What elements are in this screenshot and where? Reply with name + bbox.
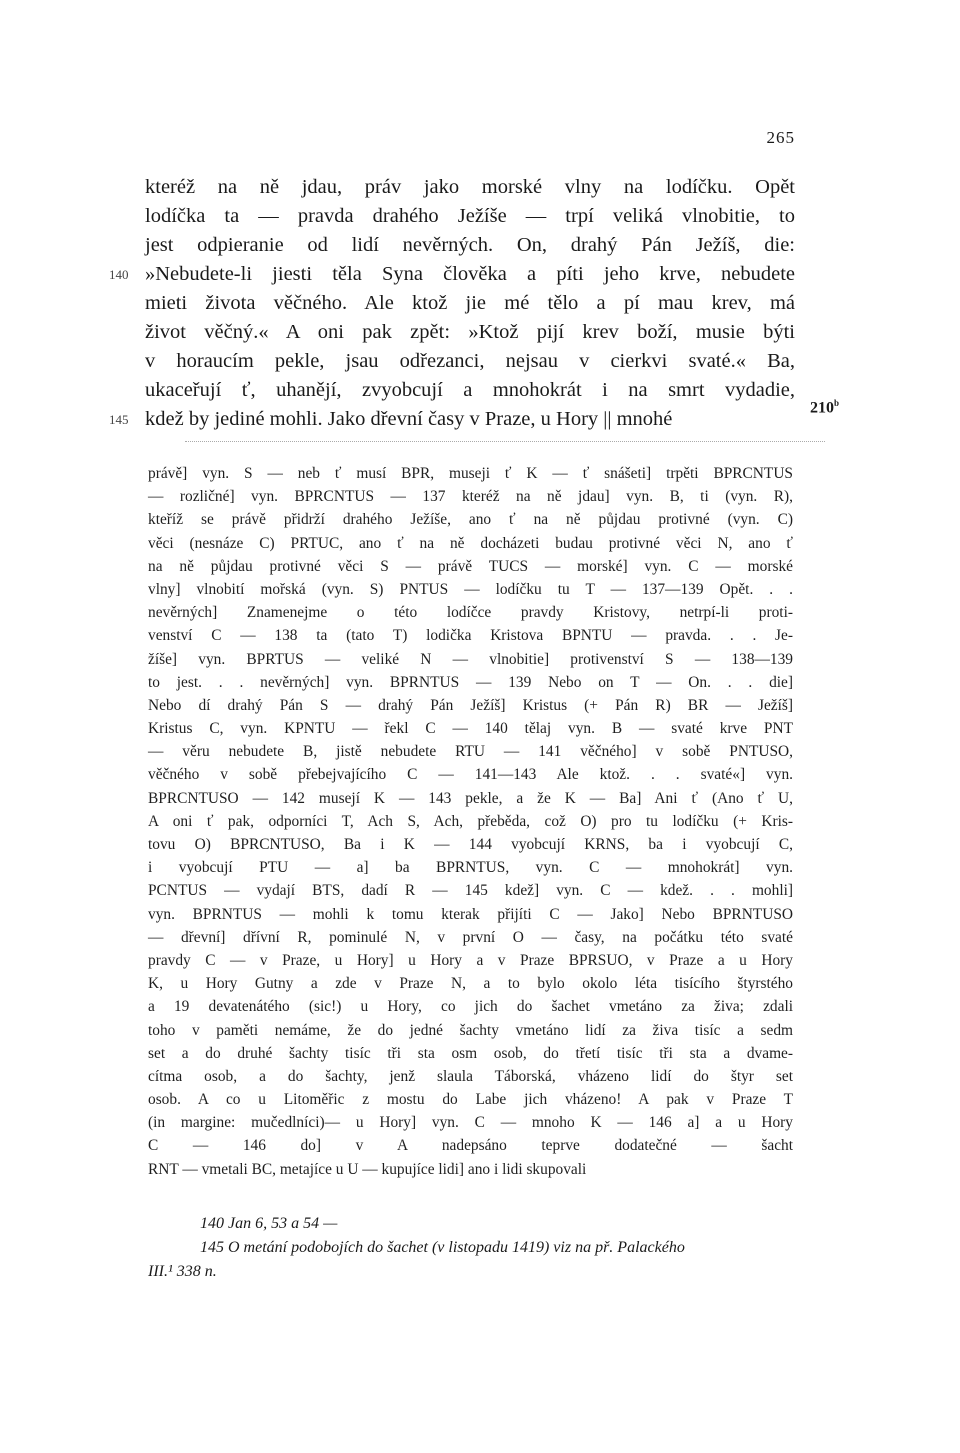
apparatus-line: kteříž se právě přidrží drahého Ježíše, ano ť na ně půjdau protivné (vyn. C) xyxy=(148,511,793,529)
apparatus-line: — rozličné] vyn. BPRCNTUS — 137 kteréž na ně jdau] vyn. B, ti (vyn. R), xyxy=(148,488,793,506)
apparatus-line: věčného v sobě přebejvajícího C — 141—143 Ale ktož. . . svaté«] vyn. xyxy=(148,766,793,784)
separator-line xyxy=(185,441,825,442)
footnotes xyxy=(148,1212,793,1284)
main-text-content: mieti života věčného. Ale ktož jie mé tělo a pí mau krev, má xyxy=(145,292,795,314)
footnote-line: III.¹ 338 n. xyxy=(148,1263,217,1280)
apparatus-line: C — 146 do] v A nadepsáno teprve dodatečné — šacht xyxy=(148,1137,793,1155)
apparatus-line: K, u Hory Gutny a zde v Praze N, a to bylo okolo léta tisícího štyrstého xyxy=(148,975,793,993)
apparatus-line: (in margine: mučedlníci)— u Hory] vyn. C — mnoho K — 146 a] a u Hory xyxy=(148,1114,793,1132)
apparatus-line: nevěrných] Znamenejme o této lodíčce pravdy Kristovy, netrpí-li proti- xyxy=(148,604,793,622)
page-number: 265 xyxy=(766,128,795,147)
apparatus-line: žíše] vyn. BPRTUS — veliké N — vlnobitie] protivenství S — 138—139 xyxy=(148,650,793,668)
footnote-line: 145 O metání podobojích do šachet (v listopadu 1419) viz na př. Palackého xyxy=(200,1239,685,1256)
apparatus-line: toho v paměti nemáme, že do jedné šachty vmetáno lidí za živa tisíc a sedm xyxy=(148,1021,793,1039)
line-number: 140 xyxy=(109,267,129,282)
apparatus-line: pravdy C — v Praze, u Hory] u Hory a v Praze BPRSUO, v Praze a u Hory xyxy=(148,951,793,969)
apparatus-line: na ně půjdau protivné věci S — právě TUCS — morské] vyn. C — morské xyxy=(148,557,793,575)
apparatus-line: RNT — vmetali BC, metajíce u U — kupujíce lidi] ano i lidi skupovali xyxy=(148,1160,587,1178)
main-text xyxy=(109,173,795,434)
main-text-content: ukaceřují ť, uhanějí, zvyobcují a mnohokrát i na smrt vydadie, xyxy=(145,379,795,401)
apparatus-line: — věru nebudete B, jistě nebudete RTU — 141 věčného] v sobě PNTUSO, xyxy=(148,743,793,761)
apparatus-line: Kristus C, vyn. KPNTU — řekl C — 140 tělaj vyn. B — svaté krve PNT xyxy=(148,720,793,738)
main-text-line xyxy=(109,260,795,289)
main-text-line xyxy=(145,173,795,202)
apparatus-line: cítma osob, a do šachty, jenž slaula Táborská, vházeno lidí do štyr set xyxy=(148,1067,793,1085)
apparatus-line: A oni ť pak, odporníci T, Ach S, Ach, přeběda, což O) pro tu lodíčku (+ Kris- xyxy=(148,812,793,830)
main-text-line xyxy=(145,347,795,376)
apparatus-line: — dřevní] dřívní R, pominulé N, v první O — časy, na počátku této svaté xyxy=(148,928,793,946)
main-text-line xyxy=(145,231,795,260)
main-text-content: lodíčka ta — pravda drahého Ježíše — trpí veliká vlnobitie, to xyxy=(145,205,795,227)
main-text-line xyxy=(145,202,795,231)
apparatus-line: věci (nesnáze C) PRTUC, ano ť na ně docházeti budau protivné věci N, ano ť xyxy=(148,534,793,552)
apparatus-line: PCNTUS — vydají BTS, dadí R — 145 kdež] vyn. C — kdež. . . mohli] xyxy=(148,882,793,900)
apparatus-line: vlny] vlnobití mořská (vyn. S) PNTUS — lodíčku tu T — 137—139 Opět. . . xyxy=(148,580,793,598)
main-text-content: jest odpieranie od lidí nevěrných. On, drahý Pán Ježíš, die: xyxy=(145,234,795,256)
apparatus-line: osob. A co u Litoměřic z mostu do Labe jich vházeno! A pak v Praze T xyxy=(148,1091,793,1109)
margin-note-sup: b xyxy=(834,398,840,408)
apparatus-line: tovu O) BPRCNTUSO, Ba i K — 144 vyobcují KRNS, ba i vyobcují C, xyxy=(148,836,793,853)
apparatus-line: BPRCNTUSO — 142 musejí K — 143 pekle, a že K — Ba] Ani ť (Ano ť U, xyxy=(148,789,793,807)
apparatus-line: venství C — 138 ta (tato T) lodička Kristova BPNTU — pravda. . . Je- xyxy=(148,627,793,645)
apparatus-line: set a do druhé šachty tisíc tři sta osm osob, do třetí tisíc tři sta a dvame- xyxy=(148,1044,793,1062)
main-text-line xyxy=(145,289,795,318)
margin-note xyxy=(810,398,839,417)
line-number: 145 xyxy=(109,412,129,427)
main-text-content: v horaucím pekle, jsau odřezanci, nejsau v cierkvi svaté.« Ba, xyxy=(145,350,795,372)
main-text-content: život věčný.« A oni pak zpět: »Ktož pijí krev boží, musie býti xyxy=(145,321,795,343)
apparatus-line: právě] vyn. S — neb ť musí BPR, museji ť K — ť snášeti] trpěti BPRCNTUS xyxy=(148,465,793,482)
main-text-content: »Nebudete-li jiesti těla Syna člověka a píti jeho krve, nebudete xyxy=(145,263,795,285)
main-text-line xyxy=(145,318,795,347)
main-text-content: kdež by jediné mohli. Jako dřevní časy v Praze, u Hory || mnohé xyxy=(145,408,673,430)
main-text-line xyxy=(145,376,795,405)
apparatus-line: Nebo dí drahý Pán S — drahý Pán Ježíš] Kristus (+ Pán R) BR — Ježíš] xyxy=(148,696,793,714)
apparatus-line: vyn. BPRNTUS — mohli k tomu kterak přijíti C — Jako] Nebo BPRNTUSO xyxy=(148,905,793,923)
apparatus-line: a 19 devatenátého (sic!) u Hory, co jich do šachet vmetáno za živa; zdali xyxy=(148,998,793,1016)
main-text-content: kteréž na ně jdau, práv jako morské vlny na lodíčku. Opět xyxy=(145,176,795,198)
critical-apparatus xyxy=(148,462,793,1181)
margin-note-number: 210 xyxy=(810,399,834,417)
footnote-line: 140 Jan 6, 53 a 54 — xyxy=(200,1215,338,1232)
main-text-line xyxy=(109,405,795,434)
apparatus-line: i vyobcují PTU — a] ba BPRNTUS, vyn. C — mnohokrát] vyn. xyxy=(148,859,793,877)
apparatus-line: to jest. . . nevěrných] vyn. BPRNTUS — 139 Nebo on T — On. . . die] xyxy=(148,673,793,691)
